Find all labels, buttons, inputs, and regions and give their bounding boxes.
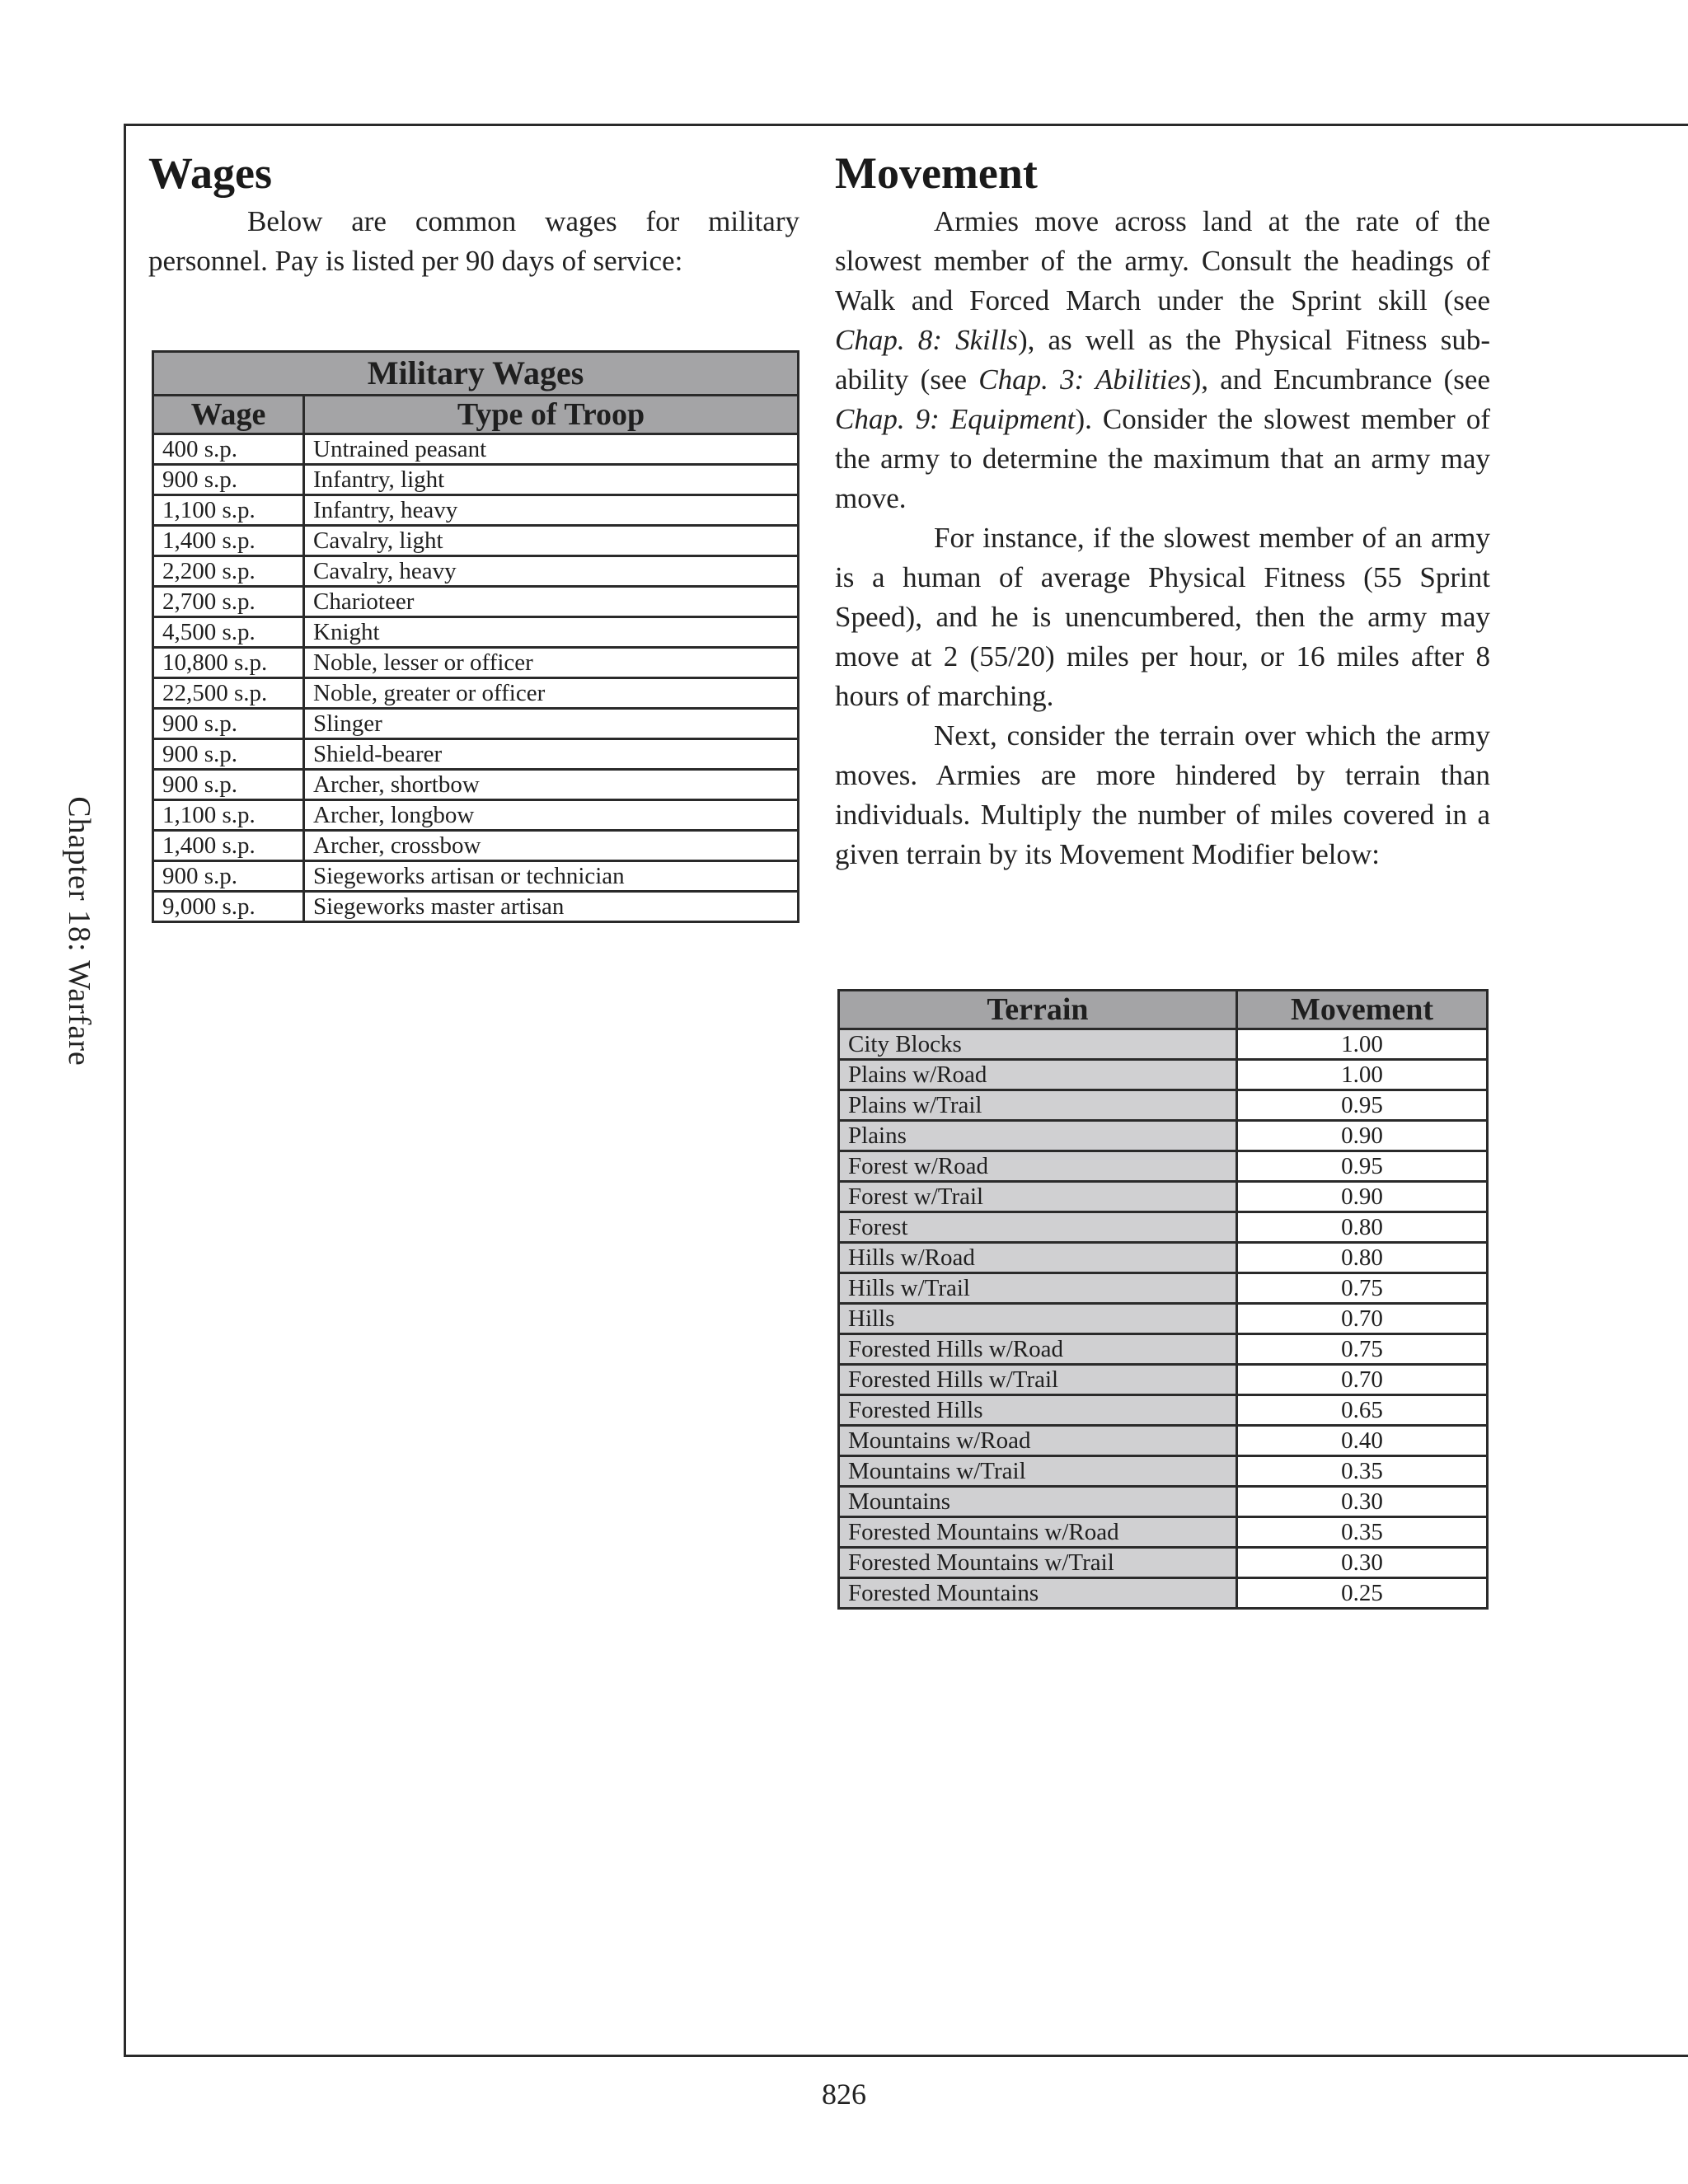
table-row — [153, 739, 799, 770]
terrain-cell: Forested Mountains w/Road — [839, 1517, 1237, 1548]
table-row — [153, 526, 799, 556]
terrain-cell: Plains w/Road — [839, 1060, 1237, 1090]
troop-type-cell: Archer, crossbow — [304, 831, 799, 861]
troop-type-cell: Infantry, heavy — [304, 495, 799, 526]
movement-modifier-cell: 0.95 — [1237, 1090, 1488, 1121]
terrain-cell: Forested Mountains w/Trail — [839, 1548, 1237, 1578]
wage-cell: 900 s.p. — [153, 709, 304, 739]
terrain-cell: Hills w/Road — [839, 1243, 1237, 1273]
wage-cell: 900 s.p. — [153, 770, 304, 800]
table-row — [839, 1456, 1488, 1487]
terrain-cell: Plains w/Trail — [839, 1090, 1237, 1121]
wages-heading: Wages — [148, 148, 273, 198]
troop-type-cell: Cavalry, heavy — [304, 556, 799, 587]
table-title: Military Wages — [153, 352, 799, 396]
troop-type-cell: Archer, longbow — [304, 800, 799, 831]
terrain-cell: Forest w/Road — [839, 1151, 1237, 1182]
movement-paragraph-3: Next, consider the terrain over which the army moves. Armies are more hindered by terrain than individuals. Multiply the number of miles covered in a given terrain by its Movement Modifier below: — [835, 719, 1490, 870]
table-row — [153, 465, 799, 495]
terrain-cell: Forested Hills w/Road — [839, 1334, 1237, 1365]
terrain-cell: Forest w/Trail — [839, 1182, 1237, 1212]
table-row — [153, 678, 799, 709]
table-row — [839, 1517, 1488, 1548]
wage-cell: 2,200 s.p. — [153, 556, 304, 587]
page-frame-top — [124, 124, 1688, 126]
movement-modifier-cell: 0.90 — [1237, 1121, 1488, 1151]
terrain-cell: City Blocks — [839, 1029, 1237, 1060]
terrain-cell: Forested Hills — [839, 1395, 1237, 1426]
movement-modifier-cell: 0.75 — [1237, 1273, 1488, 1304]
page-frame-left — [124, 124, 126, 2057]
wage-cell: 9,000 s.p. — [153, 892, 304, 922]
troop-type-cell: Shield-bearer — [304, 739, 799, 770]
wages-section — [148, 144, 799, 281]
table-row — [839, 1365, 1488, 1395]
table-row — [839, 1182, 1488, 1212]
movement-modifier-cell: 1.00 — [1237, 1060, 1488, 1090]
table-row — [153, 831, 799, 861]
table-row — [839, 1304, 1488, 1334]
column-header-type: Type of Troop — [304, 396, 799, 434]
table-row — [839, 1151, 1488, 1182]
movement-modifier-cell: 0.65 — [1237, 1395, 1488, 1426]
movement-paragraph-2: For instance, if the slowest member of an army is a human of average Physical Fitness (55 Sprint Speed), and he is unencumbered, then the army may move at 2 (55/20) miles per hour, or 16 miles after 8 hours of marching. — [835, 522, 1490, 712]
table-row — [153, 861, 799, 892]
chapter-side-label: Chapter 18: Warfare — [62, 796, 96, 1066]
troop-type-cell: Archer, shortbow — [304, 770, 799, 800]
table-row — [839, 1212, 1488, 1243]
troop-type-cell: Cavalry, light — [304, 526, 799, 556]
movement-heading: Movement — [835, 148, 1038, 198]
wage-cell: 22,500 s.p. — [153, 678, 304, 709]
troop-type-cell: Siegeworks artisan or technician — [304, 861, 799, 892]
terrain-cell: Forested Hills w/Trail — [839, 1365, 1237, 1395]
table-row — [153, 709, 799, 739]
troop-type-cell: Noble, lesser or officer — [304, 648, 799, 678]
terrain-cell: Forest — [839, 1212, 1237, 1243]
movement-modifier-cell: 0.70 — [1237, 1304, 1488, 1334]
wage-cell: 2,700 s.p. — [153, 587, 304, 617]
table-row — [153, 617, 799, 648]
troop-type-cell: Slinger — [304, 709, 799, 739]
terrain-cell: Plains — [839, 1121, 1237, 1151]
table-row — [839, 1426, 1488, 1456]
wages-table-body — [153, 434, 799, 922]
terrain-movement-table — [837, 989, 1489, 1610]
troop-type-cell: Noble, greater or officer — [304, 678, 799, 709]
terrain-cell: Hills w/Trail — [839, 1273, 1237, 1304]
table-row — [839, 1243, 1488, 1273]
page-number: 826 — [822, 2078, 866, 2111]
table-row — [153, 648, 799, 678]
table-row — [839, 1273, 1488, 1304]
page-frame-bottom — [124, 2055, 1688, 2057]
movement-modifier-cell: 0.90 — [1237, 1182, 1488, 1212]
table-row — [153, 556, 799, 587]
movement-modifier-cell: 0.35 — [1237, 1456, 1488, 1487]
troop-type-cell: Untrained peasant — [304, 434, 799, 465]
terrain-cell: Hills — [839, 1304, 1237, 1334]
movement-modifier-cell: 1.00 — [1237, 1029, 1488, 1060]
column-header-wage: Wage — [153, 396, 304, 434]
movement-modifier-cell: 0.25 — [1237, 1578, 1488, 1609]
terrain-cell: Forested Mountains — [839, 1578, 1237, 1609]
table-row — [153, 434, 799, 465]
movement-modifier-cell: 0.35 — [1237, 1517, 1488, 1548]
column-header-terrain: Terrain — [839, 991, 1237, 1029]
table-row — [153, 587, 799, 617]
reference-chap-3: Chap. 3: Abilities — [978, 363, 1192, 396]
table-row — [839, 1548, 1488, 1578]
troop-type-cell: Charioteer — [304, 587, 799, 617]
p1-text-d: ). Consider the slowest member of the army to determine the maximum that an army may move. — [835, 403, 1491, 514]
table-row — [153, 770, 799, 800]
wage-cell: 4,500 s.p. — [153, 617, 304, 648]
reference-chap-9: Chap. 9: Equipment — [835, 403, 1076, 435]
wages-intro: Below are common wages for military personnel. Pay is listed per 90 days of service: — [148, 205, 799, 277]
wage-cell: 1,100 s.p. — [153, 800, 304, 831]
table-row — [153, 892, 799, 922]
table-row — [839, 1060, 1488, 1090]
movement-modifier-cell: 0.80 — [1237, 1212, 1488, 1243]
military-wages-table — [152, 350, 799, 923]
table-row — [839, 1578, 1488, 1609]
terrain-table-body — [839, 1029, 1488, 1609]
reference-chap-8: Chap. 8: Skills — [835, 324, 1018, 356]
movement-modifier-cell: 0.30 — [1237, 1487, 1488, 1517]
wage-cell: 900 s.p. — [153, 861, 304, 892]
wage-cell: 400 s.p. — [153, 434, 304, 465]
table-row — [153, 495, 799, 526]
p1-text-a: Armies move across land at the rate of the slowest member of the army. Consult the headings of Walk and Forced March under the Sprint skill (see — [835, 205, 1490, 316]
wage-cell: 1,400 s.p. — [153, 831, 304, 861]
terrain-cell: Mountains — [839, 1487, 1237, 1517]
wage-cell: 1,100 s.p. — [153, 495, 304, 526]
troop-type-cell: Siegeworks master artisan — [304, 892, 799, 922]
wage-cell: 1,400 s.p. — [153, 526, 304, 556]
table-row — [839, 1121, 1488, 1151]
table-row — [839, 1029, 1488, 1060]
movement-modifier-cell: 0.40 — [1237, 1426, 1488, 1456]
table-row — [839, 1090, 1488, 1121]
movement-modifier-cell: 0.95 — [1237, 1151, 1488, 1182]
wage-cell: 900 s.p. — [153, 465, 304, 495]
column-header-movement: Movement — [1237, 991, 1488, 1029]
table-row — [839, 1334, 1488, 1365]
movement-modifier-cell: 0.80 — [1237, 1243, 1488, 1273]
wage-cell: 10,800 s.p. — [153, 648, 304, 678]
wage-cell: 900 s.p. — [153, 739, 304, 770]
troop-type-cell: Infantry, light — [304, 465, 799, 495]
table-row — [839, 1487, 1488, 1517]
troop-type-cell: Knight — [304, 617, 799, 648]
p1-text-b: ), as well as the Physical Fitness sub-ability (see — [835, 324, 1490, 396]
movement-modifier-cell: 0.75 — [1237, 1334, 1488, 1365]
movement-section — [835, 144, 1490, 874]
table-row — [153, 800, 799, 831]
table-row — [839, 1395, 1488, 1426]
movement-modifier-cell: 0.70 — [1237, 1365, 1488, 1395]
terrain-cell: Mountains w/Road — [839, 1426, 1237, 1456]
movement-modifier-cell: 0.30 — [1237, 1548, 1488, 1578]
terrain-cell: Mountains w/Trail — [839, 1456, 1237, 1487]
p1-text-c: ), and Encumbrance (see — [1191, 363, 1490, 396]
movement-paragraph-1 — [835, 202, 1490, 518]
